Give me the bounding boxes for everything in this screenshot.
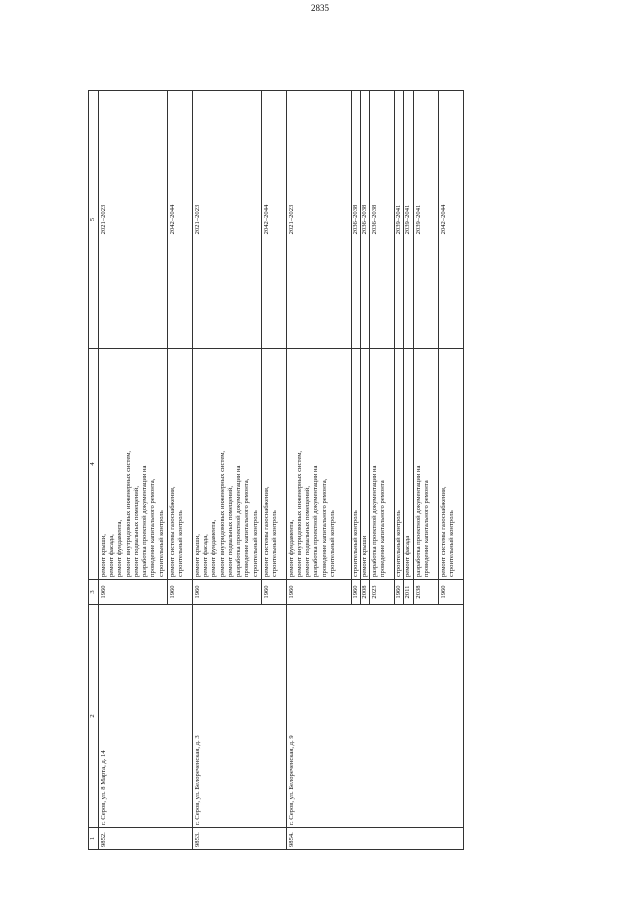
row-period: 2021–2023 — [192, 91, 261, 349]
row-year: 1960 — [192, 580, 261, 605]
row-year: 2011 — [404, 580, 413, 605]
table-row — [99, 91, 168, 850]
row-works: ремонт системы газоснабжения, строительный контроль — [261, 349, 286, 580]
row-works: строительный контроль — [395, 349, 404, 580]
row-works: ремонт фасада — [404, 349, 413, 580]
row-works: ремонт крыши — [360, 349, 369, 580]
row-period: 2042–2044 — [261, 91, 286, 349]
row-year: 1960 — [261, 580, 286, 605]
header-cell: 3 — [89, 580, 99, 605]
row-works: ремонт системы газоснабжения, строительный контроль — [438, 349, 463, 580]
row-period: 2036–2038 — [370, 91, 395, 349]
row-year: 1960 — [99, 580, 168, 605]
header-cell: 2 — [89, 605, 99, 828]
row-works: ремонт фундамента, ремонт внутридомовых инженерных систем, ремонт подвальных помещений, разработка проектной документации на проведение капитального ремонта, строительный контроль — [286, 349, 351, 580]
capital-repair-table — [88, 90, 464, 850]
row-period: 2039–2041 — [395, 91, 404, 349]
row-period: 2042–2044 — [167, 91, 192, 349]
row-year: 2038 — [413, 580, 438, 605]
row-period: 2042–2044 — [438, 91, 463, 349]
row-year: 2008 — [360, 580, 369, 605]
row-period: 2021–2023 — [99, 91, 168, 349]
row-year: 2023 — [370, 580, 395, 605]
row-address: г. Серов, ул. Белореченская, д. 9 — [286, 605, 463, 828]
table-row — [286, 91, 351, 850]
rotated-table-container — [88, 90, 543, 850]
row-works: ремонт крыши, ремонт фасада, ремонт фундамента, ремонт внутридомовых инженерных систем, ремонт подвальных помещений, разработка проектной документации на проведение капитального ремонта, строительный контроль — [99, 349, 168, 580]
row-year: 1960 — [286, 580, 351, 605]
row-works: разработка проектной документации на проведение капитального ремонта — [413, 349, 438, 580]
row-period: 2039–2041 — [404, 91, 413, 349]
row-period: 2036–2038 — [351, 91, 360, 349]
row-period: 2021–2023 — [286, 91, 351, 349]
row-year: 1960 — [351, 580, 360, 605]
row-address: г. Серов, ул. 8 Марта, д. 14 — [99, 605, 193, 828]
header-cell: 1 — [89, 828, 99, 850]
row-number: 9853. — [192, 828, 286, 850]
row-year: 1960 — [167, 580, 192, 605]
row-works: разработка проектной документации на проведение капитального ремонта — [370, 349, 395, 580]
table-row — [192, 91, 261, 850]
row-works: ремонт крыши, ремонт фасада, ремонт фундамента, ремонт внутридомовых инженерных систем, ремонт подвальных помещений, разработка проектной документации на проведение капитального ремонта, строительный контроль — [192, 349, 261, 580]
row-address: г. Серов, ул. Белореченская, д. 3 — [192, 605, 286, 828]
row-year: 1960 — [438, 580, 463, 605]
header-cell: 4 — [89, 349, 99, 580]
row-period: 2036–2038 — [360, 91, 369, 349]
row-year: 1960 — [395, 580, 404, 605]
row-number: 9854. — [286, 828, 463, 850]
header-cell: 5 — [89, 91, 99, 349]
page-number: 2835 — [311, 3, 329, 13]
row-period: 2039–2041 — [413, 91, 438, 349]
row-works: строительный контроль — [351, 349, 360, 580]
row-number: 9852. — [99, 828, 193, 850]
row-works: ремонт системы газоснабжения, строительный контроль — [167, 349, 192, 580]
header-row — [89, 91, 99, 850]
